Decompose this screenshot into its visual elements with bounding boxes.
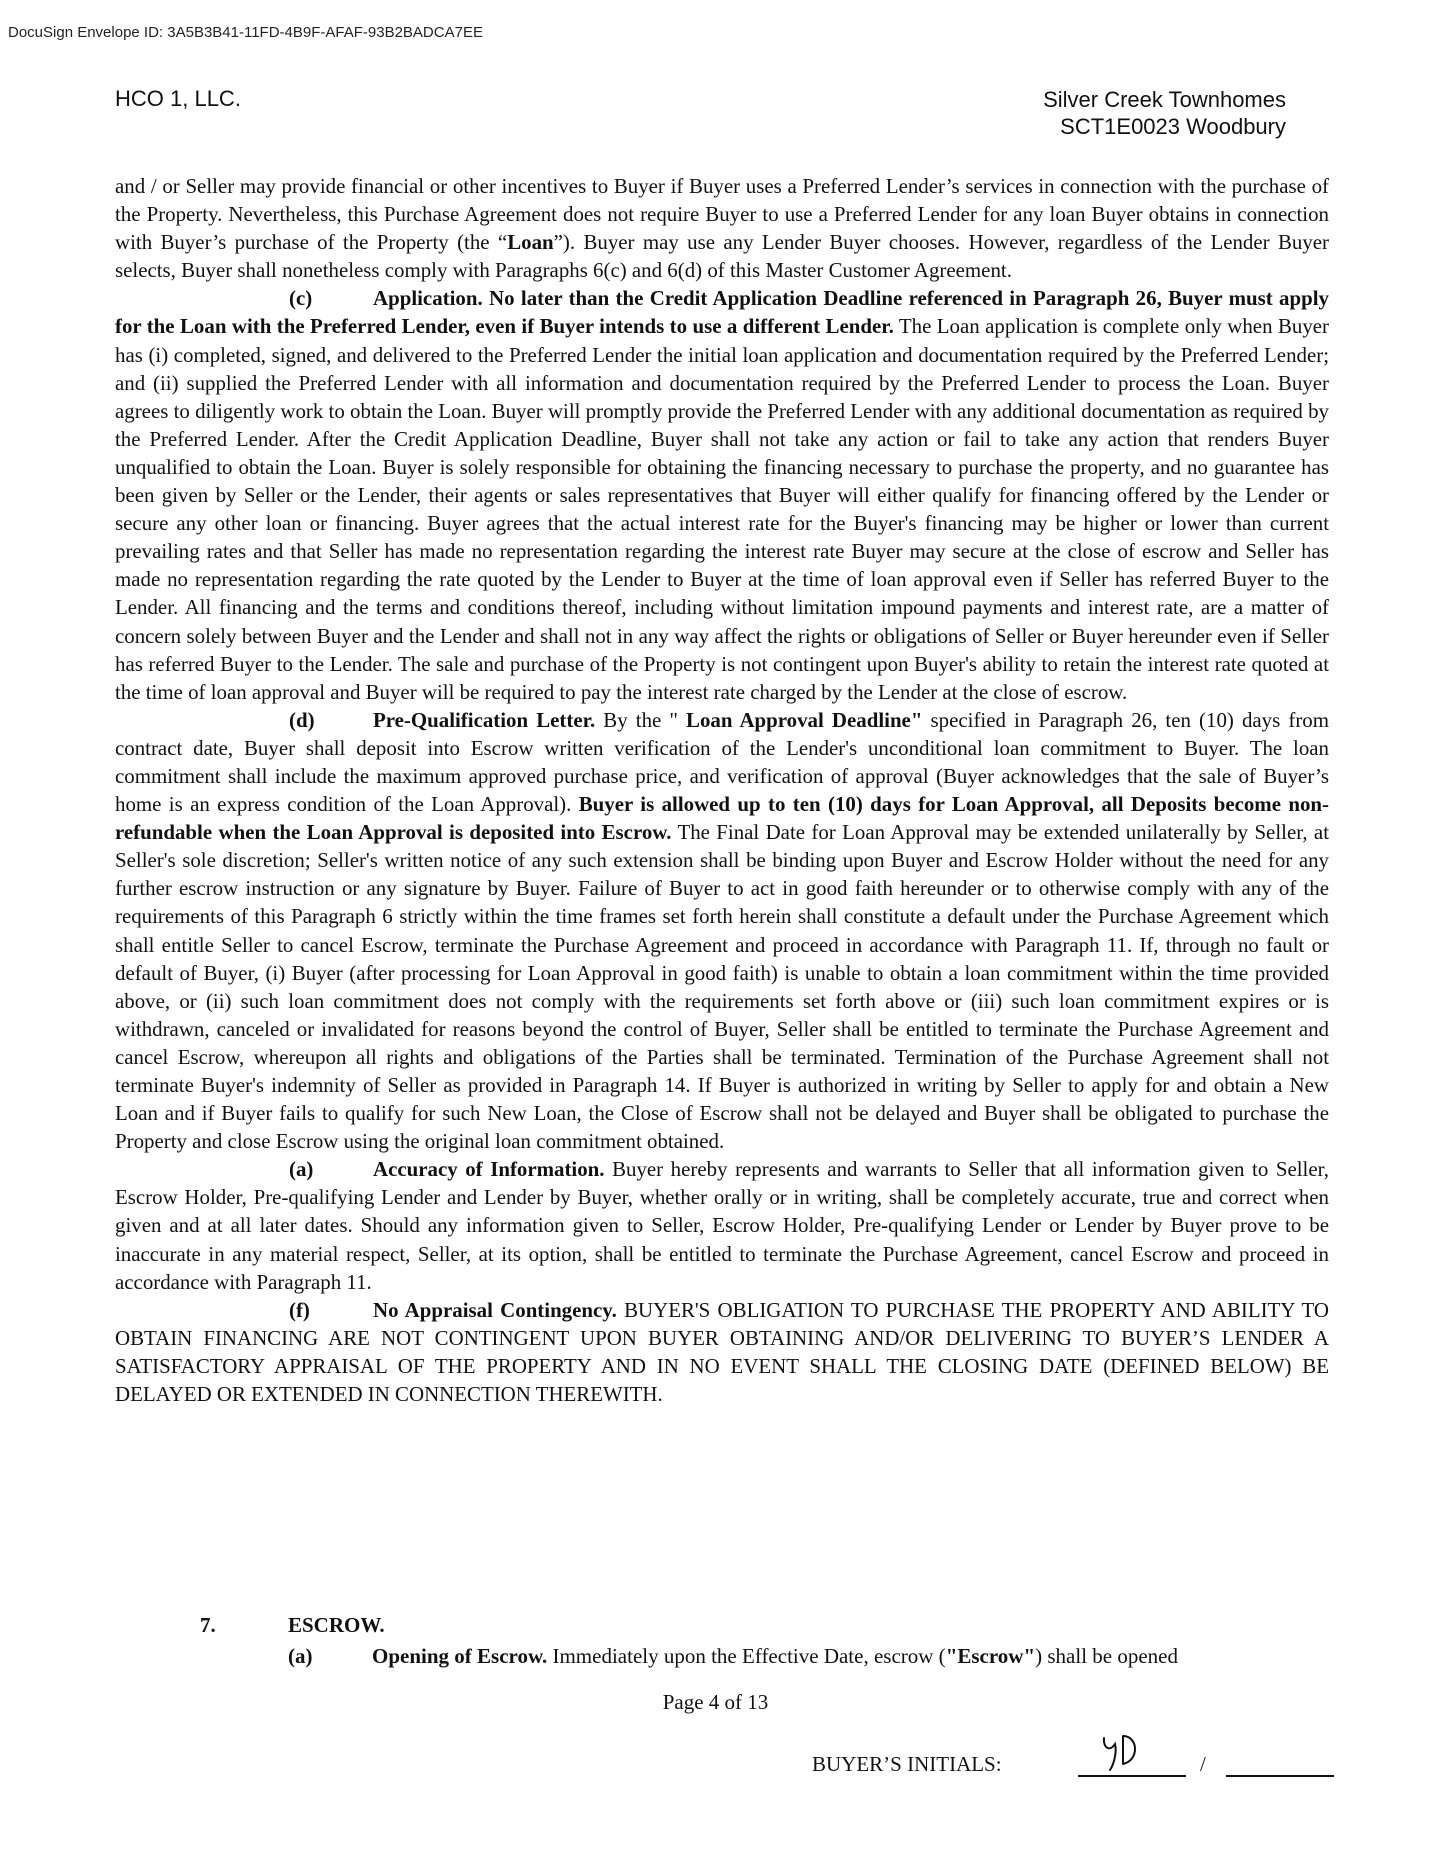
- header-project-code: SCT1E0023 Woodbury: [1060, 114, 1286, 139]
- buyer-initials-line-1: [1078, 1775, 1186, 1777]
- section-number: 7.: [200, 1613, 216, 1637]
- envelope-id: DocuSign Envelope ID: 3A5B3B41-11FD-4B9F-AFAF-93B2BADCA7EE: [8, 24, 483, 41]
- paragraph-label: (a): [289, 1157, 314, 1182]
- paragraph-f-appraisal: (f) No Appraisal Contingency. BUYER'S OBLIGATION TO PURCHASE THE PROPERTY AND ABILITY TO OBTAIN FINANCING ARE NOT CONTINGENT UPON BUYER OBTAINING AND/OR DELIVERING TO BUYER’S LENDER A SATISFACTORY APPRAISAL OF THE PROPERTY AND IN NO EVENT SHALL THE CLOSING DATE (DEFINED BELOW) BE DELAYED OR EXTENDED IN CONNECTION THEREWITH.: [115, 1297, 1329, 1407]
- header-company: HCO 1, LLC.: [115, 86, 241, 111]
- paragraph-label: (d): [289, 707, 315, 732]
- section-7-heading: [200, 1610, 385, 1640]
- paragraph-d-prequalification: (d) Pre-Qualification Letter. By the " Loan Approval Deadline" specified in Paragraph 26, ten (10) days from contract date, Buyer shall deposit into Escrow written verification of the Lender's unconditional loan commitment to Buyer. The loan commitment shall include the maximum approved purchase price, and verification of approval (Buyer acknowledges that the sale of Buyer’s home is an express condition of the Loan Approval). Buyer is allowed up to ten (10) days for Loan Approval, all Deposits become non-refundable when the Loan Approval is deposited into Escrow. The Final Date for Loan Approval may be extended unilaterally by Seller, at Seller's sole discretion; Seller's written notice of any such extension shall be binding upon Buyer and Escrow Holder without the need for any further escrow instruction or any signature by Buyer. Failure of Buyer to act in good faith hereunder or to otherwise comply with any of the requirements of this Paragraph 6 strictly within the time frames set forth herein shall constitute a default under the Purchase Agreement which shall entitle Seller to cancel Escrow, terminate the Purchase Agreement and proceed in accordance with Paragraph 11. If, through no fault or default of Buyer, (i) Buyer (after processing for Loan Approval in good faith) is unable to obtain a loan commitment within the time provided above, or (ii) such loan commitment does not comply with the requirements set forth above or (iii) such loan commitment expires or is withdrawn, canceled or invalidated for reasons beyond the control of Buyer, Seller shall be entitled to terminate the Purchase Agreement and cancel Escrow, whereupon all rights and obligations of the Parties shall be terminated. Termination of the Purchase Agreement shall not terminate Buyer's indemnity of Seller as provided in Paragraph 14. If Buyer is authorized in writing by Seller to apply for and obtain a New Loan and if Buyer fails to qualify for such New Loan, the Close of Escrow shall not be delayed and Buyer shall be obligated to purchase the Property and close Escrow using the original loan commitment obtained.: [115, 707, 1329, 1154]
- header-project: [1043, 86, 1286, 140]
- paragraph-intro: and / or Seller may provide financial or other incentives to Buyer if Buyer uses a Preferred Lender’s services in connection with the purchase of the Property. Nevertheless, this Purchase Agreement does not require Buyer to use a Preferred Lender for any loan Buyer obtains in connection with Buyer’s purchase of the Property (the “Loan”). Buyer may use any Lender Buyer chooses. However, regardless of the Lender Buyer selects, Buyer shall nonetheless comply with Paragraphs 6(c) and 6(d) of this Master Customer Agreement.: [115, 174, 1329, 283]
- initials-separator: /: [1200, 1752, 1206, 1776]
- header-project-name: Silver Creek Townhomes: [1043, 87, 1286, 112]
- document-body: [115, 172, 1329, 1408]
- paragraph-label: (f): [289, 1297, 310, 1322]
- paragraph-label: (c): [289, 286, 313, 311]
- buyer-initials-label: BUYER’S INITIALS:: [812, 1752, 1002, 1776]
- section-7a-opening-of-escrow: (a) Opening of Escrow. Immediately upon the Effective Date, escrow ("Escrow") shall be opened: [288, 1644, 1178, 1668]
- page-number: Page 4 of 13: [662, 1690, 769, 1714]
- paragraph-label: (a): [288, 1644, 313, 1668]
- buyer-initials-signature: [1098, 1730, 1148, 1774]
- section-title: ESCROW.: [288, 1613, 385, 1637]
- paragraph-a-accuracy: (a) Accuracy of Information. Buyer hereby represents and warrants to Seller that all information given to Seller, Escrow Holder, Pre-qualifying Lender and Lender by Buyer, whether orally or in writing, shall be completely accurate, true and correct when given and at all later dates. Should any information given to Seller, Escrow Holder, Pre-qualifying Lender or Lender by Buyer prove to be inaccurate in any material respect, Seller, at its option, shall be entitled to terminate the Purchase Agreement, cancel Escrow and proceed in accordance with Paragraph 11.: [115, 1157, 1329, 1294]
- buyer-initials-line-2: [1226, 1775, 1334, 1777]
- paragraph-c-application: (c) Application. No later than the Credit Application Deadline referenced in Paragraph 26, Buyer must apply for the Loan with the Preferred Lender, even if Buyer intends to use a different Lender. The Loan application is complete only when Buyer has (i) completed, signed, and delivered to the Preferred Lender the initial loan application and documentation required by the Preferred Lender; and (ii) supplied the Preferred Lender with all information and documentation required by the Preferred Lender to process the Loan. Buyer agrees to diligently work to obtain the Loan. Buyer will promptly provide the Preferred Lender with any additional documentation as required by the Preferred Lender. After the Credit Application Deadline, Buyer shall not take any action or fail to take any action that renders Buyer unqualified to obtain the Loan. Buyer is solely responsible for obtaining the financing necessary to purchase the property, and no guarantee has been given by Seller or the Lender, their agents or sales representatives that Buyer will either qualify for financing offered by the Lender or secure any other loan or financing. Buyer agrees that the actual interest rate for the Buyer's financing may be higher or lower than current prevailing rates and that Seller has made no representation regarding the interest rate Buyer may secure at the close of escrow and Seller has made no representation regarding the rate quoted by the Lender to Buyer at the time of loan approval even if Seller has referred Buyer to the Lender. All financing and the terms and conditions thereof, including without limitation impound payments and interest rate, are a matter of concern solely between Buyer and the Lender and shall not in any way affect the rights or obligations of Seller or Buyer hereunder even if Seller has referred Buyer to the Lender. The sale and purchase of the Property is not contingent upon Buyer's ability to retain the interest rate quoted at the time of loan approval and Buyer will be required to pay the interest rate charged by the Lender at the close of escrow.: [115, 286, 1329, 704]
